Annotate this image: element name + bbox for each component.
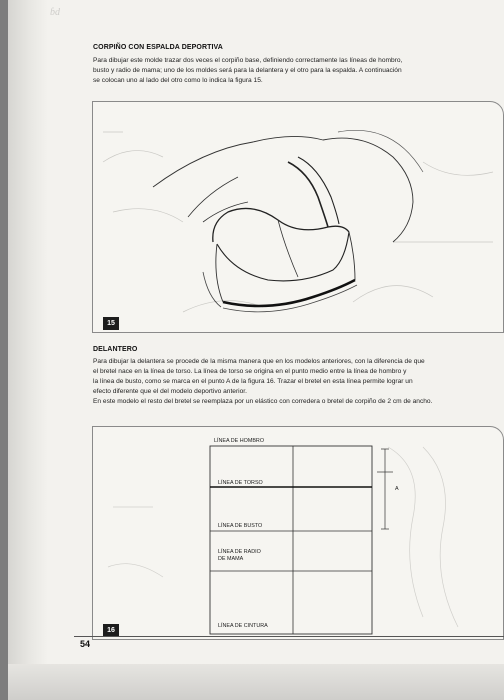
figure-15-number: 15 (103, 317, 119, 330)
paragraph-line: Para dibujar este molde trazar dos veces el corpiño base, definiendo correctamente las líneas de hombro, (93, 57, 403, 64)
page-number: 54 (80, 639, 91, 649)
paragraph-line: la línea de busto, como se marca en el punto A de la figura 16. Trazar el bretel en esta línea permite lograr un (93, 378, 413, 385)
paragraph-line: efecto diferente que el del modelo deportivo anterior. (93, 388, 247, 395)
page-gutter-shadow (8, 0, 48, 700)
paragraph-line: busto y radio de mama; uno de los moldes será para la delantera y el otro para la espalda. A continuación (93, 67, 402, 74)
label-linea-radio: LÍNEA DE RADIO (218, 549, 261, 555)
figure-16-number: 16 (103, 624, 119, 637)
label-point-a: A (395, 486, 399, 492)
figure-15-box (92, 101, 504, 333)
section-paragraph-delantero (93, 357, 432, 407)
section-heading-delantero: DELANTERO (93, 346, 138, 353)
figure-16-box (92, 426, 504, 640)
paragraph-line: el bretel nace en la línea de torso. La línea de torso se origina en el punto medio entre la línea de hombro y (93, 368, 407, 375)
pattern-grid-diagram (93, 427, 503, 639)
label-linea-busto: LÍNEA DE BUSTO (218, 523, 263, 529)
footer-rule (74, 636, 504, 637)
section-paragraph-corpino (93, 56, 402, 86)
label-linea-hombro: LÍNEA DE HOMBRO (214, 438, 265, 444)
bra-illustration (93, 102, 503, 332)
paragraph-line: En este modelo el resto del bretel se reemplaza por un elástico con corredera o bretel de corpiño de 2 cm de ancho. (93, 398, 433, 405)
book-page (8, 0, 504, 700)
watermark-logo: ɓd (50, 7, 60, 18)
paragraph-line: se colocan uno al lado del otro como lo indica la figura 15. (93, 77, 263, 84)
paragraph-line: Para dibujar la delantera se procede de la misma manera que en los modelos anteriores, con la diferencia de que (93, 358, 425, 365)
label-linea-torso: LÍNEA DE TORSO (218, 480, 263, 486)
page-bottom-shadow (8, 664, 504, 700)
section-heading-corpino: CORPIÑO CON ESPALDA DEPORTIVA (93, 44, 223, 51)
label-de-mama: DE MAMA (218, 556, 244, 562)
label-linea-cintura: LÍNEA DE CINTURA (218, 623, 268, 629)
